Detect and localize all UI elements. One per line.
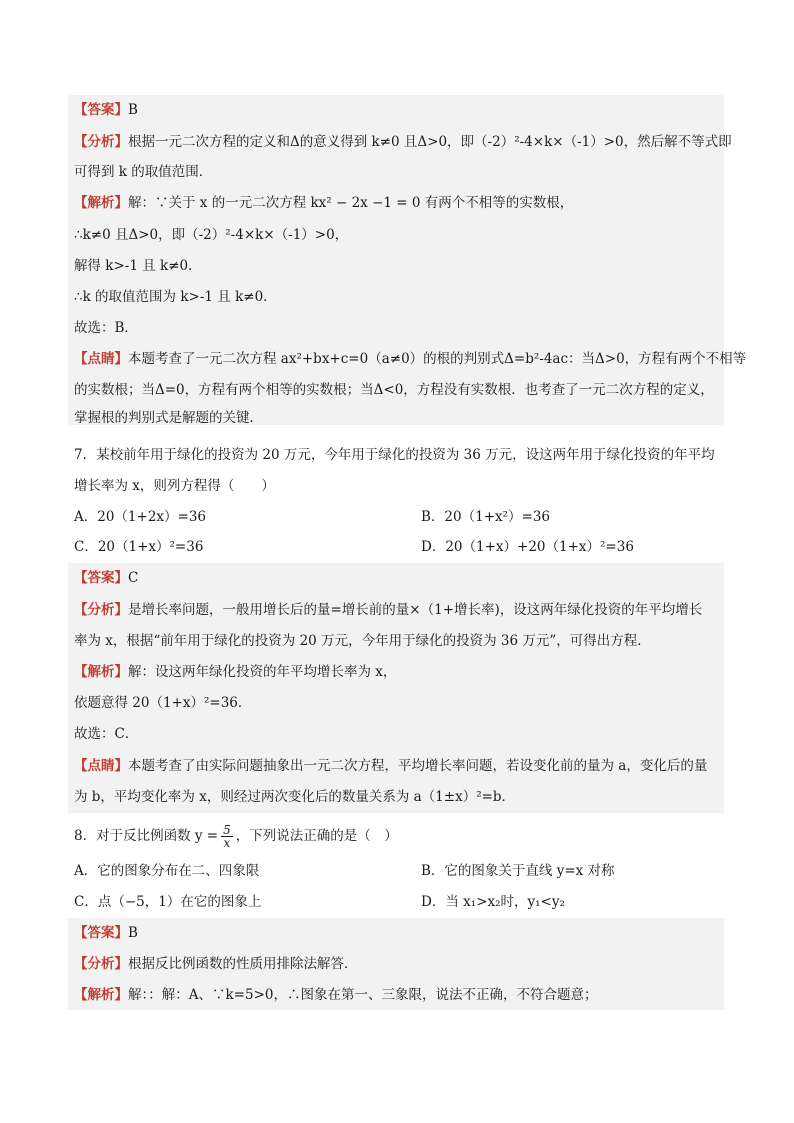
- q7-options-row-1: [74, 507, 724, 527]
- comment-tag: 【点睛】: [74, 758, 128, 774]
- solution-tag: 【解析】: [74, 195, 128, 211]
- answer-tag: 【答案】: [74, 102, 128, 118]
- comment-text: 本题考查了一元二次方程 ax²+bx+c=0（a≠0）的根的判别式Δ=b²-4ac：当Δ>0，方程有两个不相等: [128, 351, 747, 367]
- q8-option-d: D．当 x₁>x₂时，y₁<y₂: [421, 894, 565, 910]
- fraction: [221, 824, 233, 849]
- solution-text: 解：设这两年绿化投资的年平均增长率为 x，: [128, 664, 397, 680]
- q7-comment-line-2: 为 b，平均变化率为 x，则经过两次变化后的数量关系为 a（1±x）²=b．: [74, 789, 516, 805]
- analysis-text: 根据反比例函数的性质用排除法解答．: [128, 956, 358, 972]
- q6-solution-line-2: ∴k≠0 且Δ>0，即（-2）²-4×k×（-1）>0，: [74, 227, 349, 243]
- q7-solution-line-1: [74, 662, 724, 682]
- q7-option-c: C．20（1+x）²=36: [74, 539, 204, 555]
- q8-stem-prefix: 8．对于反比例函数 y =: [74, 828, 219, 844]
- solution-tag: 【解析】: [74, 664, 128, 680]
- q8-options-row-2: [74, 892, 724, 912]
- analysis-text: 是增长率问题，一般用增长后的量=增长前的量×（1+增长率)，设这两年绿化投资的年平均增长: [128, 602, 703, 618]
- analysis-text: 根据一元二次方程的定义和Δ的意义得到 k≠0 且Δ>0，即（-2）²-4×k×（-1）>0，然后解不等式即: [128, 134, 732, 150]
- answer-tag: 【答案】: [74, 570, 128, 586]
- q7-option-d: D．20（1+x）+20（1+x）²=36: [421, 539, 634, 555]
- q6-solution-line-3: 解得 k>-1 且 k≠0．: [74, 258, 202, 274]
- fraction-denominator: x: [223, 836, 231, 850]
- q8-option-b: B．它的图象关于直线 y=x 对称: [421, 863, 615, 879]
- analysis-tag: 【分析】: [74, 956, 128, 972]
- q8-answer-line: [74, 923, 724, 943]
- q8-options-row-1: [74, 861, 724, 881]
- q7-solution-line-3: 故选：C．: [74, 726, 139, 742]
- q7-options-row-2: [74, 537, 724, 557]
- q6-analysis-line-2: 可得到 k 的取值范围．: [74, 164, 213, 180]
- q8-solution-line-1: [74, 985, 724, 1005]
- q8-stem-line: [74, 822, 724, 850]
- q7-option-b: B．20（1+x²）=36: [421, 509, 551, 525]
- analysis-tag: 【分析】: [74, 602, 128, 618]
- q6-comment-line-2: 的实数根；当Δ=0，方程有两个相等的实数根；当Δ<0，方程没有实数根．也考查了一元二次方程的定义，: [74, 382, 714, 398]
- solution-tag: 【解析】: [74, 987, 128, 1003]
- answer-value: B: [128, 102, 138, 118]
- q7-option-a: A．20（1+2x）=36: [74, 509, 207, 525]
- comment-tag: 【点睛】: [74, 351, 128, 367]
- q6-solution-line-4: ∴k 的取值范围为 k>-1 且 k≠0．: [74, 289, 277, 305]
- q7-stem-line-1: 7．某校前年用于绿化的投资为 20 万元，今年用于绿化的投资为 36 万元，设这两年用于绿化投资的年平均: [74, 447, 715, 463]
- answer-value: B: [128, 925, 138, 941]
- q6-solution-line-1: [74, 193, 724, 213]
- answer-tag: 【答案】: [74, 925, 128, 941]
- analysis-tag: 【分析】: [74, 134, 128, 150]
- q6-comment-line-3: 掌握根的判别式是解题的关键．: [74, 410, 263, 426]
- solution-text: 解：：解：A、∵k=5>0，∴图象在第一、三象限，说法不正确，不符合题意；: [128, 987, 598, 1003]
- q7-stem-line-2: 增长率为 x，则列方程得（ ）: [74, 478, 275, 494]
- solution-text: 解：∵关于 x 的一元二次方程 kx² − 2x −1 = 0 有两个不相等的实数根，: [128, 195, 574, 211]
- q6-analysis-line-1: [74, 132, 732, 152]
- q7-comment-line-1: [74, 756, 724, 776]
- q6-solution-line-5: 故选：B．: [74, 320, 138, 336]
- q8-option-a: A．它的图象分布在二、四象限: [74, 863, 260, 879]
- q8-analysis-line-1: [74, 954, 724, 974]
- q6-comment-line-1: [74, 349, 747, 369]
- q6-answer-line: [74, 100, 724, 120]
- fraction-numerator: 5: [223, 823, 231, 837]
- q8-stem-suffix: ，下列说法正确的是（ ）: [235, 828, 398, 844]
- q7-analysis-line-1: [74, 600, 724, 620]
- q7-analysis-line-2: 率为 x，根据“前年用于绿化的投资为 20 万元，今年用于绿化的投资为 36 万元”，可得出方程．: [74, 633, 651, 649]
- answer-value: C: [128, 570, 139, 586]
- comment-text: 本题考查了由实际问题抽象出一元二次方程，平均增长率问题，若设变化前的量为 a，变化后的量: [128, 758, 708, 774]
- q7-solution-line-2: 依题意得 20（1+x）²=36．: [74, 695, 252, 711]
- q7-answer-line: [74, 568, 724, 588]
- q8-option-c: C．点（−5，1）在它的图象上: [74, 894, 262, 910]
